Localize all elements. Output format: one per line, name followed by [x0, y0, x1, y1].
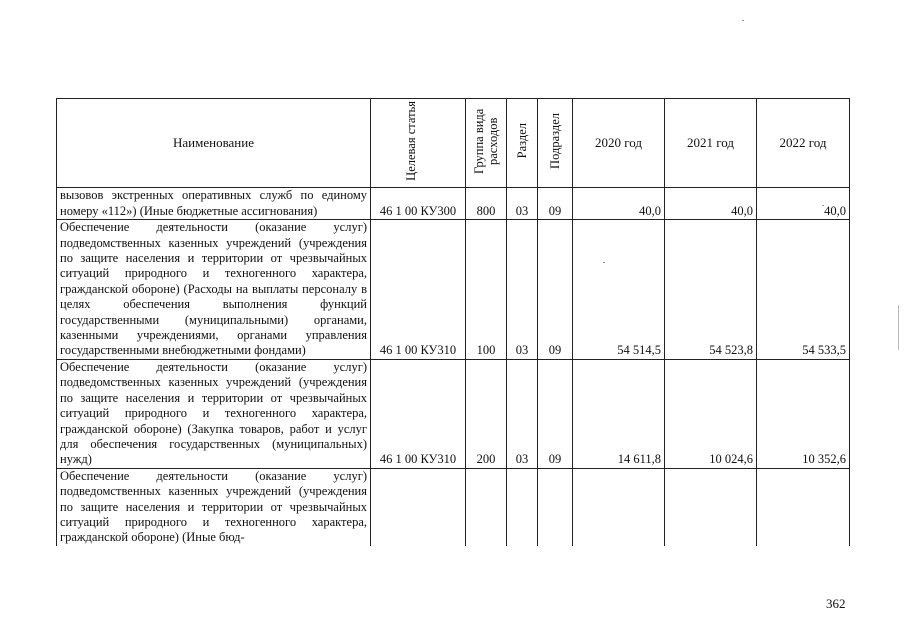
header-2022	[757, 99, 850, 188]
row-target: 46 1 00 КУ310	[371, 359, 466, 468]
header-2021-label: 2021 год	[687, 135, 734, 150]
header-2020-label: 2020 год	[595, 135, 642, 150]
row-name: Обеспечение деятельности (оказание услуг) подведомственных казенных учреждений (учреждения по защите населения и территории от чрезвычайных ситуаций природного и техногенного характера, гражданской обороне) (Иные бюд-	[57, 468, 371, 546]
row-2022: 10 352,6	[757, 359, 850, 468]
scan-speck	[822, 205, 824, 206]
row-name: Обеспечение деятельности (оказание услуг) подведомственных казенных учреждений (учреждения по защите населения и территории от чрезвычайных ситуаций природного и техногенного характера, гражданской обороне) (Расходы на выплаты персоналу в целях обеспечения выполнения функций государственными (муниципальными) органами, казенными учреждениями, органами управления государственными внебюджетными фондами)	[57, 220, 371, 360]
row-group: 800	[466, 188, 507, 220]
row-2021: 40,0	[665, 188, 757, 220]
scan-speck	[742, 20, 744, 21]
row-group: 200	[466, 359, 507, 468]
header-section-label: Раздел	[515, 123, 529, 159]
header-target	[371, 99, 466, 188]
row-target: 46 1 00 КУ310	[371, 220, 466, 360]
header-name	[57, 99, 371, 188]
row-section: 03	[507, 359, 538, 468]
row-2020	[573, 468, 665, 546]
row-subsection: 09	[538, 220, 573, 360]
row-2021: 54 523,8	[665, 220, 757, 360]
row-2020: 14 611,8	[573, 359, 665, 468]
row-subsection	[538, 468, 573, 546]
header-subsection	[538, 99, 573, 188]
row-group: 100	[466, 220, 507, 360]
header-name-label: Наименование	[173, 135, 254, 150]
header-group-label: Группа вида расходов	[472, 108, 500, 174]
header-row	[57, 99, 850, 188]
row-2022: 54 533,5	[757, 220, 850, 360]
row-section: 03	[507, 220, 538, 360]
row-section	[507, 468, 538, 546]
header-target-label: Целевая статья	[404, 101, 418, 181]
row-2021	[665, 468, 757, 546]
row-group	[466, 468, 507, 546]
row-2021: 10 024,6	[665, 359, 757, 468]
row-target: 46 1 00 КУ300	[371, 188, 466, 220]
page-number: 362	[826, 596, 846, 611]
row-target	[371, 468, 466, 546]
header-2020	[573, 99, 665, 188]
header-group	[466, 99, 507, 188]
table-row	[57, 220, 850, 360]
row-name: Обеспечение деятельности (оказание услуг) подведомственных казенных учреждений (учреждения по защите населения и территории от чрезвычайных ситуаций природного и техногенного характера, гражданской обороне) (Закупка товаров, работ и услуг для обеспечения государственных (муниципальных) нужд)	[57, 359, 371, 468]
row-section: 03	[507, 188, 538, 220]
row-2020: 40,0	[573, 188, 665, 220]
row-subsection: 09	[538, 359, 573, 468]
header-subsection-label: Подраздел	[548, 113, 562, 169]
header-2021	[665, 99, 757, 188]
header-2022-label: 2022 год	[779, 135, 827, 150]
row-2022	[757, 468, 850, 546]
budget-table	[56, 98, 850, 546]
table-row	[57, 359, 850, 468]
table-row	[57, 188, 850, 220]
scan-speck	[603, 262, 605, 263]
row-name: вызовов экстренных оперативных служб по единому номеру «112») (Иные бюджетные ассигнования)	[57, 188, 371, 220]
row-2020: 54 514,5	[573, 220, 665, 360]
table-row	[57, 468, 850, 546]
scan-edge-mark	[898, 305, 899, 350]
row-subsection: 09	[538, 188, 573, 220]
header-section	[507, 99, 538, 188]
row-2022: 40,0	[757, 188, 850, 220]
